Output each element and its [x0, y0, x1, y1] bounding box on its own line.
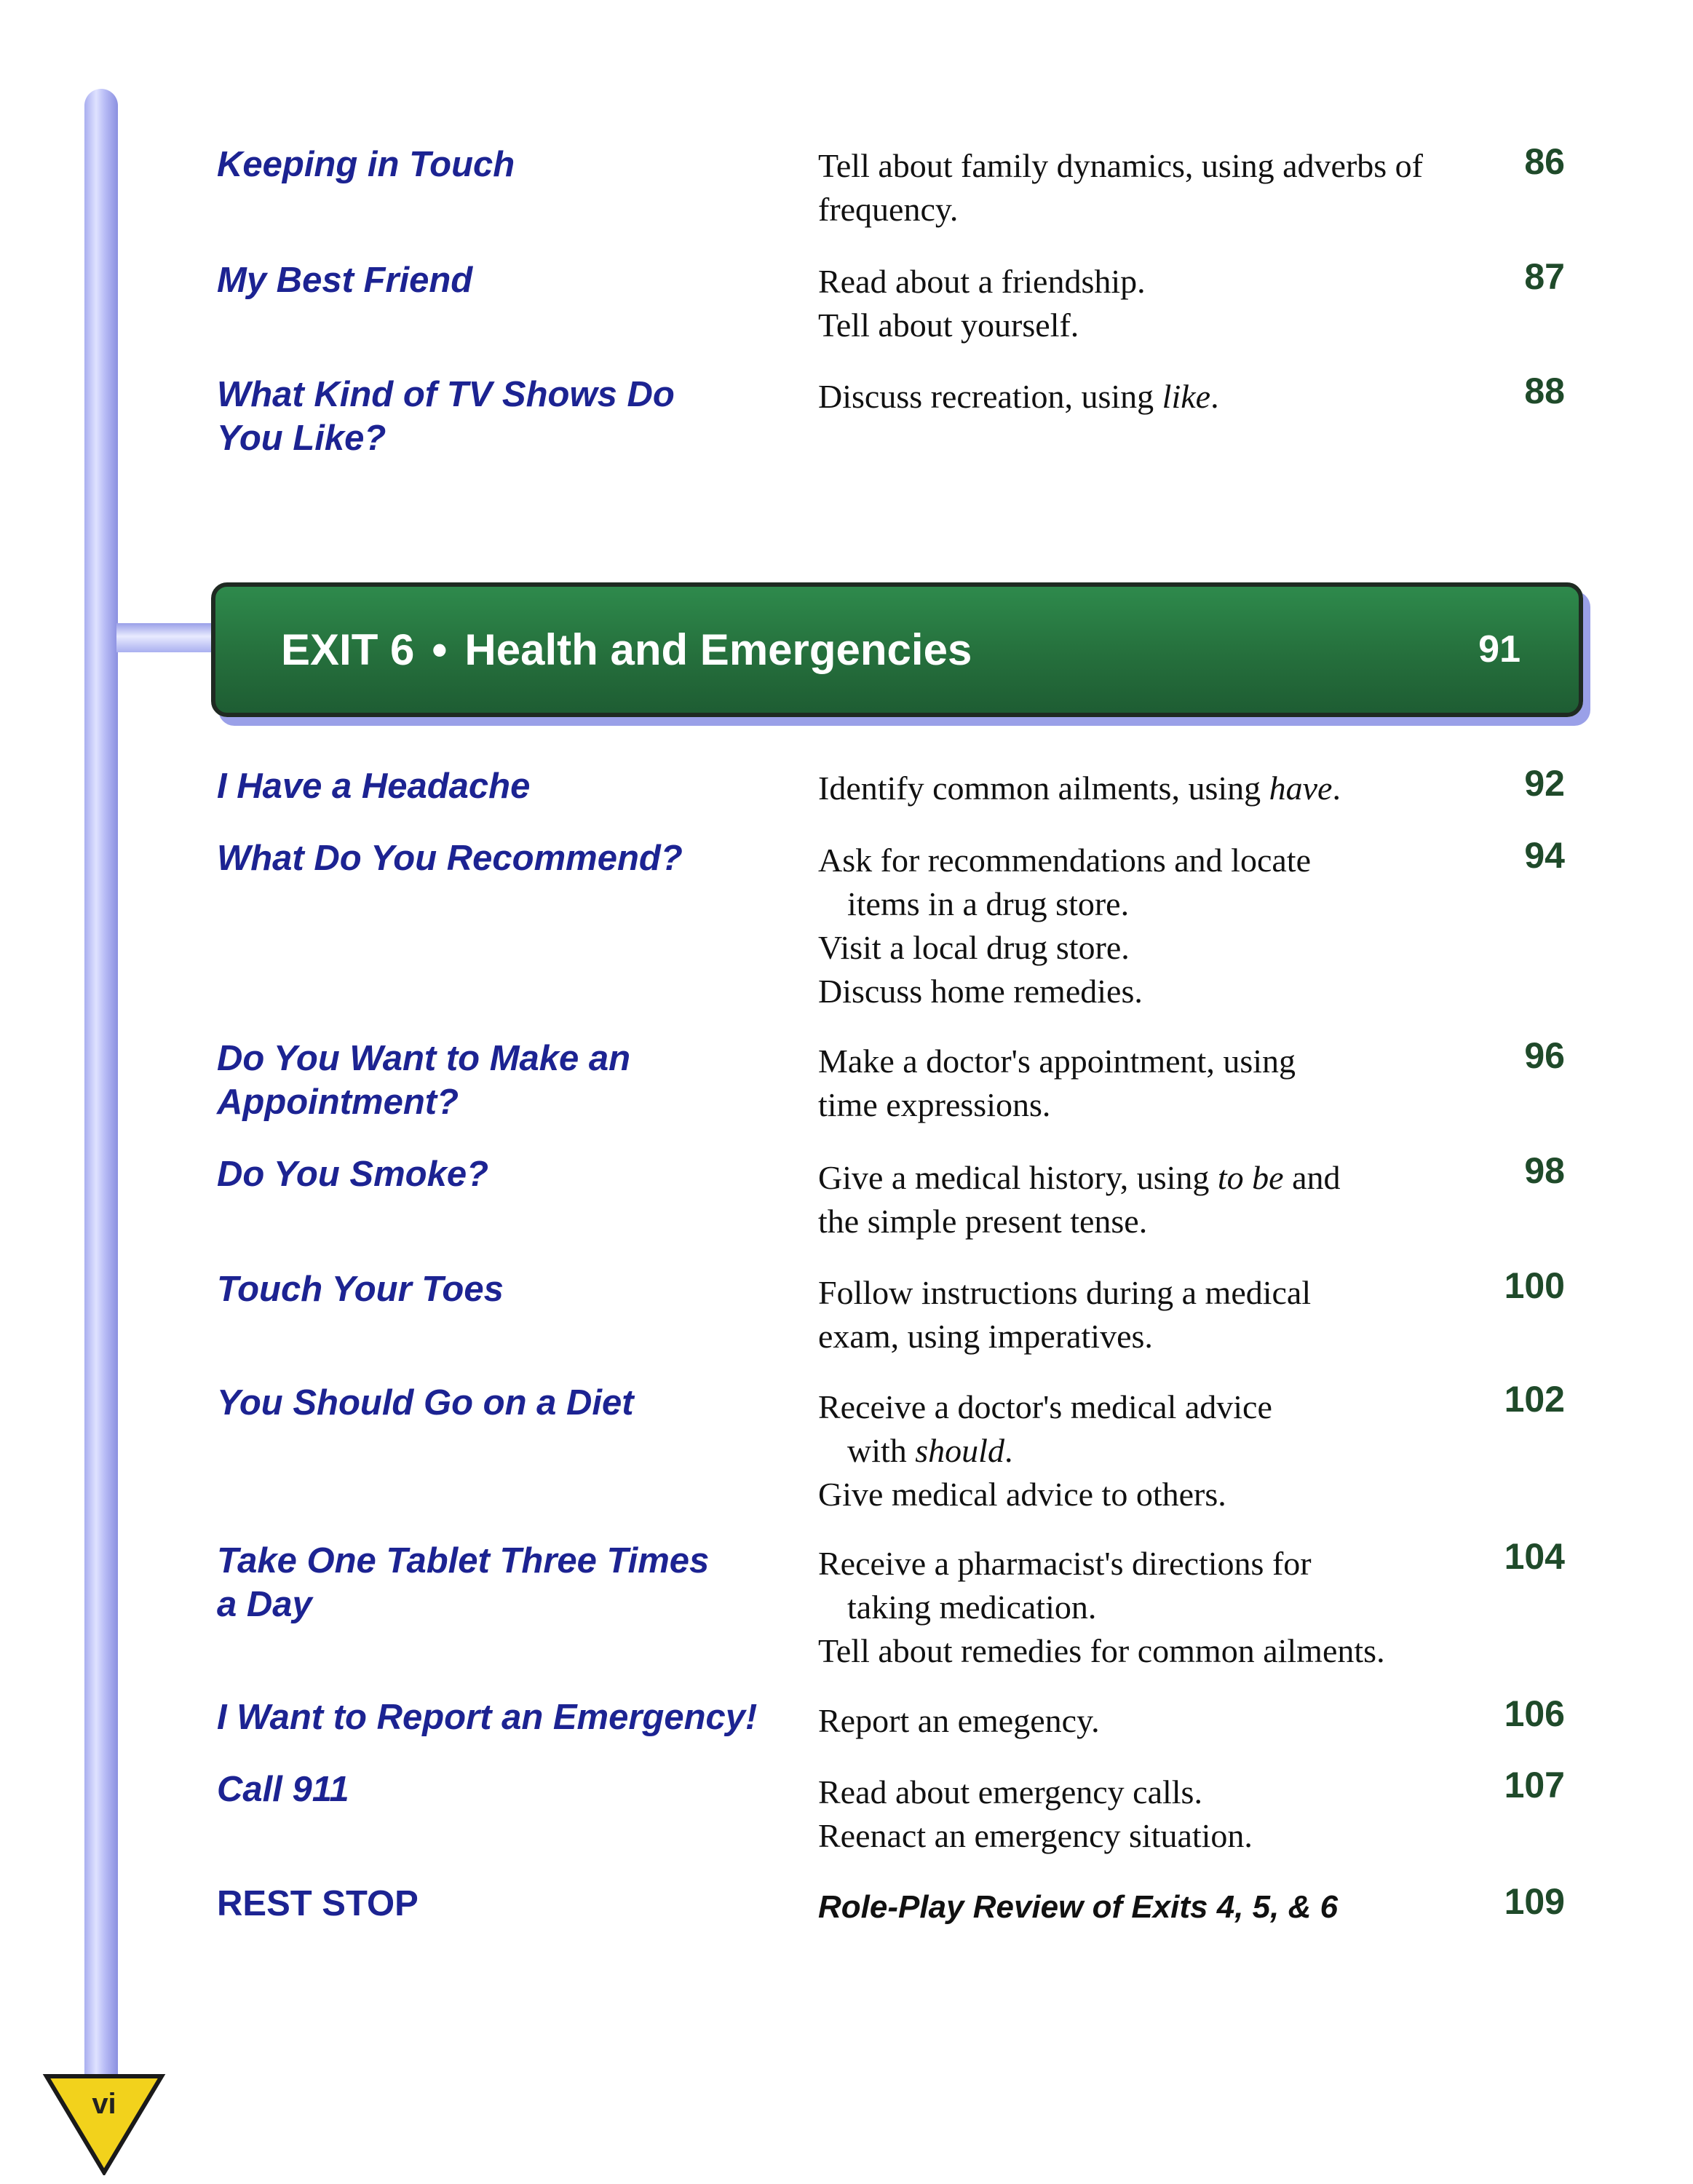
desc-emphasis: like [1162, 378, 1211, 415]
exit-title [281, 587, 972, 713]
desc-emphasis: to be [1217, 1159, 1284, 1196]
desc-line: Visit a local drug store. [818, 929, 1130, 966]
lesson-description [818, 1271, 1473, 1358]
desc-line: Receive a pharmacist's directions for [818, 1545, 1312, 1582]
road-rail [84, 89, 118, 2091]
desc-text: with [847, 1432, 916, 1469]
lesson-description [818, 1542, 1517, 1673]
lesson-page: 86 [1524, 141, 1565, 182]
lesson-title[interactable]: I Have a Headache [217, 767, 531, 806]
lesson-page: 107 [1504, 1765, 1565, 1805]
exit-banner[interactable] [211, 582, 1583, 717]
desc-line: Give medical advice to others. [818, 1476, 1226, 1513]
exit-page: 91 [1478, 628, 1520, 670]
desc-line: Ask for recommendations and locate [818, 842, 1311, 879]
desc-text: . [1004, 1432, 1013, 1469]
desc-line: Reenact an emergency situation. [818, 1817, 1253, 1854]
lesson-page: 106 [1504, 1693, 1565, 1734]
lesson-page: 87 [1524, 256, 1565, 297]
lesson-page: 94 [1524, 835, 1565, 876]
lesson-title[interactable]: What Do You Recommend? [217, 839, 683, 878]
desc-line: items in a drug store. [847, 885, 1130, 922]
desc-line: Read about emergency calls. [818, 1773, 1202, 1811]
desc-line: Receive a doctor's medical advice [818, 1388, 1272, 1425]
title-line: Do You Want to Make an [217, 1039, 631, 1078]
lesson-title[interactable]: REST STOP [217, 1884, 419, 1923]
exit-label: EXIT 6 [281, 625, 415, 674]
desc-line: time expressions. [818, 1086, 1051, 1123]
lesson-page: 98 [1524, 1150, 1565, 1191]
title-line: Take One Tablet Three Times [217, 1541, 710, 1580]
lesson-description: Role-Play Review of Exits 4, 5, & 6 [818, 1889, 1339, 1925]
lesson-description [818, 767, 1473, 810]
desc-line: taking medication. [847, 1588, 1097, 1626]
title-line: What Kind of TV Shows Do [217, 375, 675, 414]
lesson-page: 96 [1524, 1035, 1565, 1076]
desc-text: Identify common ailments, using [818, 769, 1269, 807]
lesson-description [818, 839, 1473, 1013]
lesson-title[interactable] [217, 1037, 770, 1124]
lesson-description [818, 1385, 1473, 1516]
desc-line: exam, using imperatives. [818, 1318, 1153, 1355]
page-number: vi [92, 2088, 116, 2120]
lesson-page: 109 [1504, 1881, 1565, 1922]
lesson-page: 100 [1504, 1265, 1565, 1306]
lesson-description [818, 260, 1473, 347]
lesson-title[interactable]: You Should Go on a Diet [217, 1383, 634, 1423]
desc-line: the simple present tense. [818, 1203, 1148, 1240]
desc-line: Follow instructions during a medical [818, 1274, 1312, 1311]
lesson-description: Report an emegency. [818, 1702, 1100, 1739]
desc-text: and [1283, 1159, 1341, 1196]
desc-line [818, 1429, 1473, 1473]
desc-text: Give a medical history, using [818, 1159, 1218, 1196]
rail-connector [116, 623, 218, 652]
lesson-title[interactable] [217, 373, 770, 460]
desc-line: Tell about yourself. [818, 306, 1079, 344]
desc-line [818, 1156, 1473, 1200]
desc-text: . [1210, 378, 1219, 415]
desc-text: . [1332, 769, 1341, 807]
lesson-description [818, 1770, 1473, 1858]
title-line: Appointment? [217, 1083, 459, 1122]
exit-bullet: • [432, 625, 448, 674]
desc-line: Make a doctor's appointment, using [818, 1042, 1296, 1080]
desc-line: Read about a friendship. [818, 263, 1146, 300]
title-line: You Like? [217, 419, 386, 458]
lesson-title[interactable]: My Best Friend [217, 261, 473, 300]
lesson-description [818, 1040, 1473, 1127]
desc-line: Discuss home remedies. [818, 973, 1143, 1010]
desc-line: Tell about remedies for common ailments. [818, 1632, 1385, 1669]
desc-emphasis: have [1269, 769, 1333, 807]
lesson-title[interactable]: Keeping in Touch [217, 145, 515, 184]
lesson-description [818, 1156, 1473, 1243]
lesson-page: 92 [1524, 763, 1565, 804]
lesson-description [818, 375, 1473, 419]
lesson-title[interactable]: Touch Your Toes [217, 1270, 504, 1309]
lesson-page: 102 [1504, 1379, 1565, 1420]
lesson-title[interactable] [217, 1539, 770, 1626]
lesson-title[interactable]: I Want to Report an Emergency! [217, 1698, 758, 1737]
desc-emphasis: should [915, 1432, 1004, 1469]
lesson-description: Tell about family dynamics, using adverbs of frequency. [818, 147, 1423, 228]
lesson-page: 104 [1504, 1536, 1565, 1577]
lesson-title[interactable]: Do You Smoke? [217, 1155, 489, 1194]
lesson-page: 88 [1524, 371, 1565, 411]
exit-name: Health and Emergencies [464, 625, 972, 674]
desc-text: Discuss recreation, using [818, 378, 1162, 415]
title-line: a Day [217, 1585, 312, 1624]
lesson-title[interactable]: Call 911 [217, 1770, 349, 1809]
